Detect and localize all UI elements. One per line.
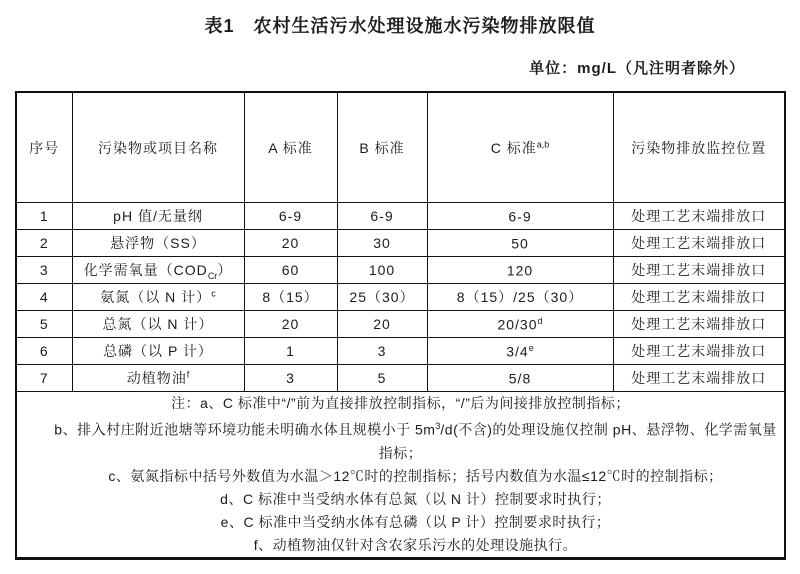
note-e: e、C 标准中当受纳水体有总磷（以 P 计）控制要求时执行；	[220, 513, 611, 530]
cell-standard-c	[427, 338, 613, 365]
table-row	[16, 203, 785, 230]
cell-standard-c	[427, 230, 613, 257]
note-c: c、氨氮指标中括号外数值为水温＞12℃时的控制指标；括号内数值为水温≤12℃时的控制指标；	[108, 467, 723, 484]
cell-standard-a: 6-9	[244, 203, 337, 230]
pollutant-name-footnote: f	[186, 368, 190, 379]
table-notes	[16, 392, 785, 559]
pollutant-name-subscript: Cr	[207, 270, 218, 281]
note-b-superscript: 3	[435, 421, 441, 431]
cell-monitoring-location: 处理工艺末端排放口	[613, 365, 785, 392]
table-header-row	[16, 92, 785, 203]
pollutant-name-footnote: c	[211, 287, 216, 298]
standard-c-value: 20/30	[497, 316, 538, 333]
pollutant-name-tail: ）	[217, 261, 233, 278]
standard-c-value: 3/4	[506, 343, 529, 360]
table-row	[16, 311, 785, 338]
cell-standard-c	[427, 311, 613, 338]
header-standard-c	[427, 92, 613, 203]
header-no: 序号	[16, 92, 72, 203]
cell-standard-a: 20	[244, 230, 337, 257]
cell-standard-b: 25（30）	[337, 284, 427, 311]
note-a-text: a、C 标准中“/”前为直接排放控制指标，“/”后为间接排放控制指标；	[200, 395, 630, 411]
note-b	[19, 415, 782, 465]
cell-monitoring-location: 处理工艺末端排放口	[613, 311, 785, 338]
table-row	[16, 230, 785, 257]
cell-monitoring-location: 处理工艺末端排放口	[613, 338, 785, 365]
cell-standard-c	[427, 284, 613, 311]
cell-standard-a: 3	[244, 365, 337, 392]
cell-pollutant-name	[72, 230, 244, 257]
cell-no: 2	[16, 230, 72, 257]
notes-row	[16, 392, 785, 559]
cell-standard-c	[427, 365, 613, 392]
cell-standard-b: 20	[337, 311, 427, 338]
cell-standard-b: 30	[337, 230, 427, 257]
cell-monitoring-location: 处理工艺末端排放口	[613, 203, 785, 230]
cell-standard-b: 3	[337, 338, 427, 365]
cell-monitoring-location: 处理工艺末端排放口	[613, 257, 785, 284]
standard-c-value: 5/8	[508, 370, 532, 387]
note-d: d、C 标准中当受纳水体有总氮（以 N 计）控制要求时执行；	[220, 490, 611, 507]
cell-no: 3	[16, 257, 72, 284]
cell-standard-a: 1	[244, 338, 337, 365]
note-b-tail: /d(不含)的处理设施仅控制 pH、悬浮物、化学需氧量指标；	[378, 421, 777, 461]
standard-c-value: 6-9	[508, 208, 532, 225]
note-a	[19, 392, 782, 415]
pollutant-name-text: 悬浮物（SS）	[110, 234, 206, 251]
cell-pollutant-name	[72, 257, 244, 284]
cell-standard-a: 20	[244, 311, 337, 338]
cell-monitoring-location: 处理工艺末端排放口	[613, 230, 785, 257]
standard-c-footnote: d	[537, 315, 543, 326]
notes-prefix: 注：	[171, 395, 201, 411]
standard-c-value: 8（15）/25（30）	[456, 289, 584, 305]
header-standard-c-footnote: a,b	[536, 138, 550, 149]
cell-standard-b: 5	[337, 365, 427, 392]
cell-pollutant-name	[72, 203, 244, 230]
pollutant-name-text: 总磷（以 P 计）	[103, 342, 213, 359]
table-row	[16, 257, 785, 284]
table-title: 表1 农村生活污水处理设施水污染物排放限值	[204, 16, 596, 36]
standard-c-footnote: e	[528, 342, 534, 353]
pollutant-limits-table	[15, 91, 786, 560]
pollutant-name-text: 总氮（以 N 计）	[102, 315, 214, 332]
cell-no: 6	[16, 338, 72, 365]
standard-c-value: 120	[506, 262, 534, 279]
cell-monitoring-location: 处理工艺末端排放口	[613, 284, 785, 311]
cell-standard-c	[427, 203, 613, 230]
cell-no: 1	[16, 203, 72, 230]
header-pollutant-name: 污染物或项目名称	[72, 92, 244, 203]
note-b-text: b、排入村庄附近池塘等环境功能未明确水体且规模小于 5m	[54, 421, 436, 438]
pollutant-name-text: pH 值/无量纲	[113, 207, 203, 224]
note-f: f、动植物油仅针对含农家乐污水的处理设施执行。	[253, 536, 578, 553]
table-row	[16, 365, 785, 392]
header-standard-a: A 标准	[244, 92, 337, 203]
cell-standard-b: 6-9	[337, 203, 427, 230]
cell-pollutant-name	[72, 338, 244, 365]
cell-pollutant-name	[72, 311, 244, 338]
cell-no: 7	[16, 365, 72, 392]
cell-standard-a: 8（15）	[244, 284, 337, 311]
pollutant-name-text: 化学需氧量（COD	[83, 261, 208, 278]
cell-standard-a: 60	[244, 257, 337, 284]
unit-note: 单位：mg/L（凡注明者除外）	[529, 60, 745, 77]
table-row	[16, 284, 785, 311]
pollutant-name-text: 动植物油	[126, 369, 187, 386]
cell-no: 4	[16, 284, 72, 311]
table-row	[16, 338, 785, 365]
cell-pollutant-name	[72, 284, 244, 311]
header-monitoring-location: 污染物排放监控位置	[613, 92, 785, 203]
cell-standard-b: 100	[337, 257, 427, 284]
cell-standard-c	[427, 257, 613, 284]
cell-no: 5	[16, 311, 72, 338]
header-standard-b: B 标准	[337, 92, 427, 203]
standard-c-value: 50	[511, 235, 529, 252]
document-page	[15, 0, 785, 560]
pollutant-name-text: 氨氮（以 N 计）	[100, 288, 212, 305]
header-standard-c-label: C 标准	[490, 139, 537, 156]
cell-pollutant-name	[72, 365, 244, 392]
